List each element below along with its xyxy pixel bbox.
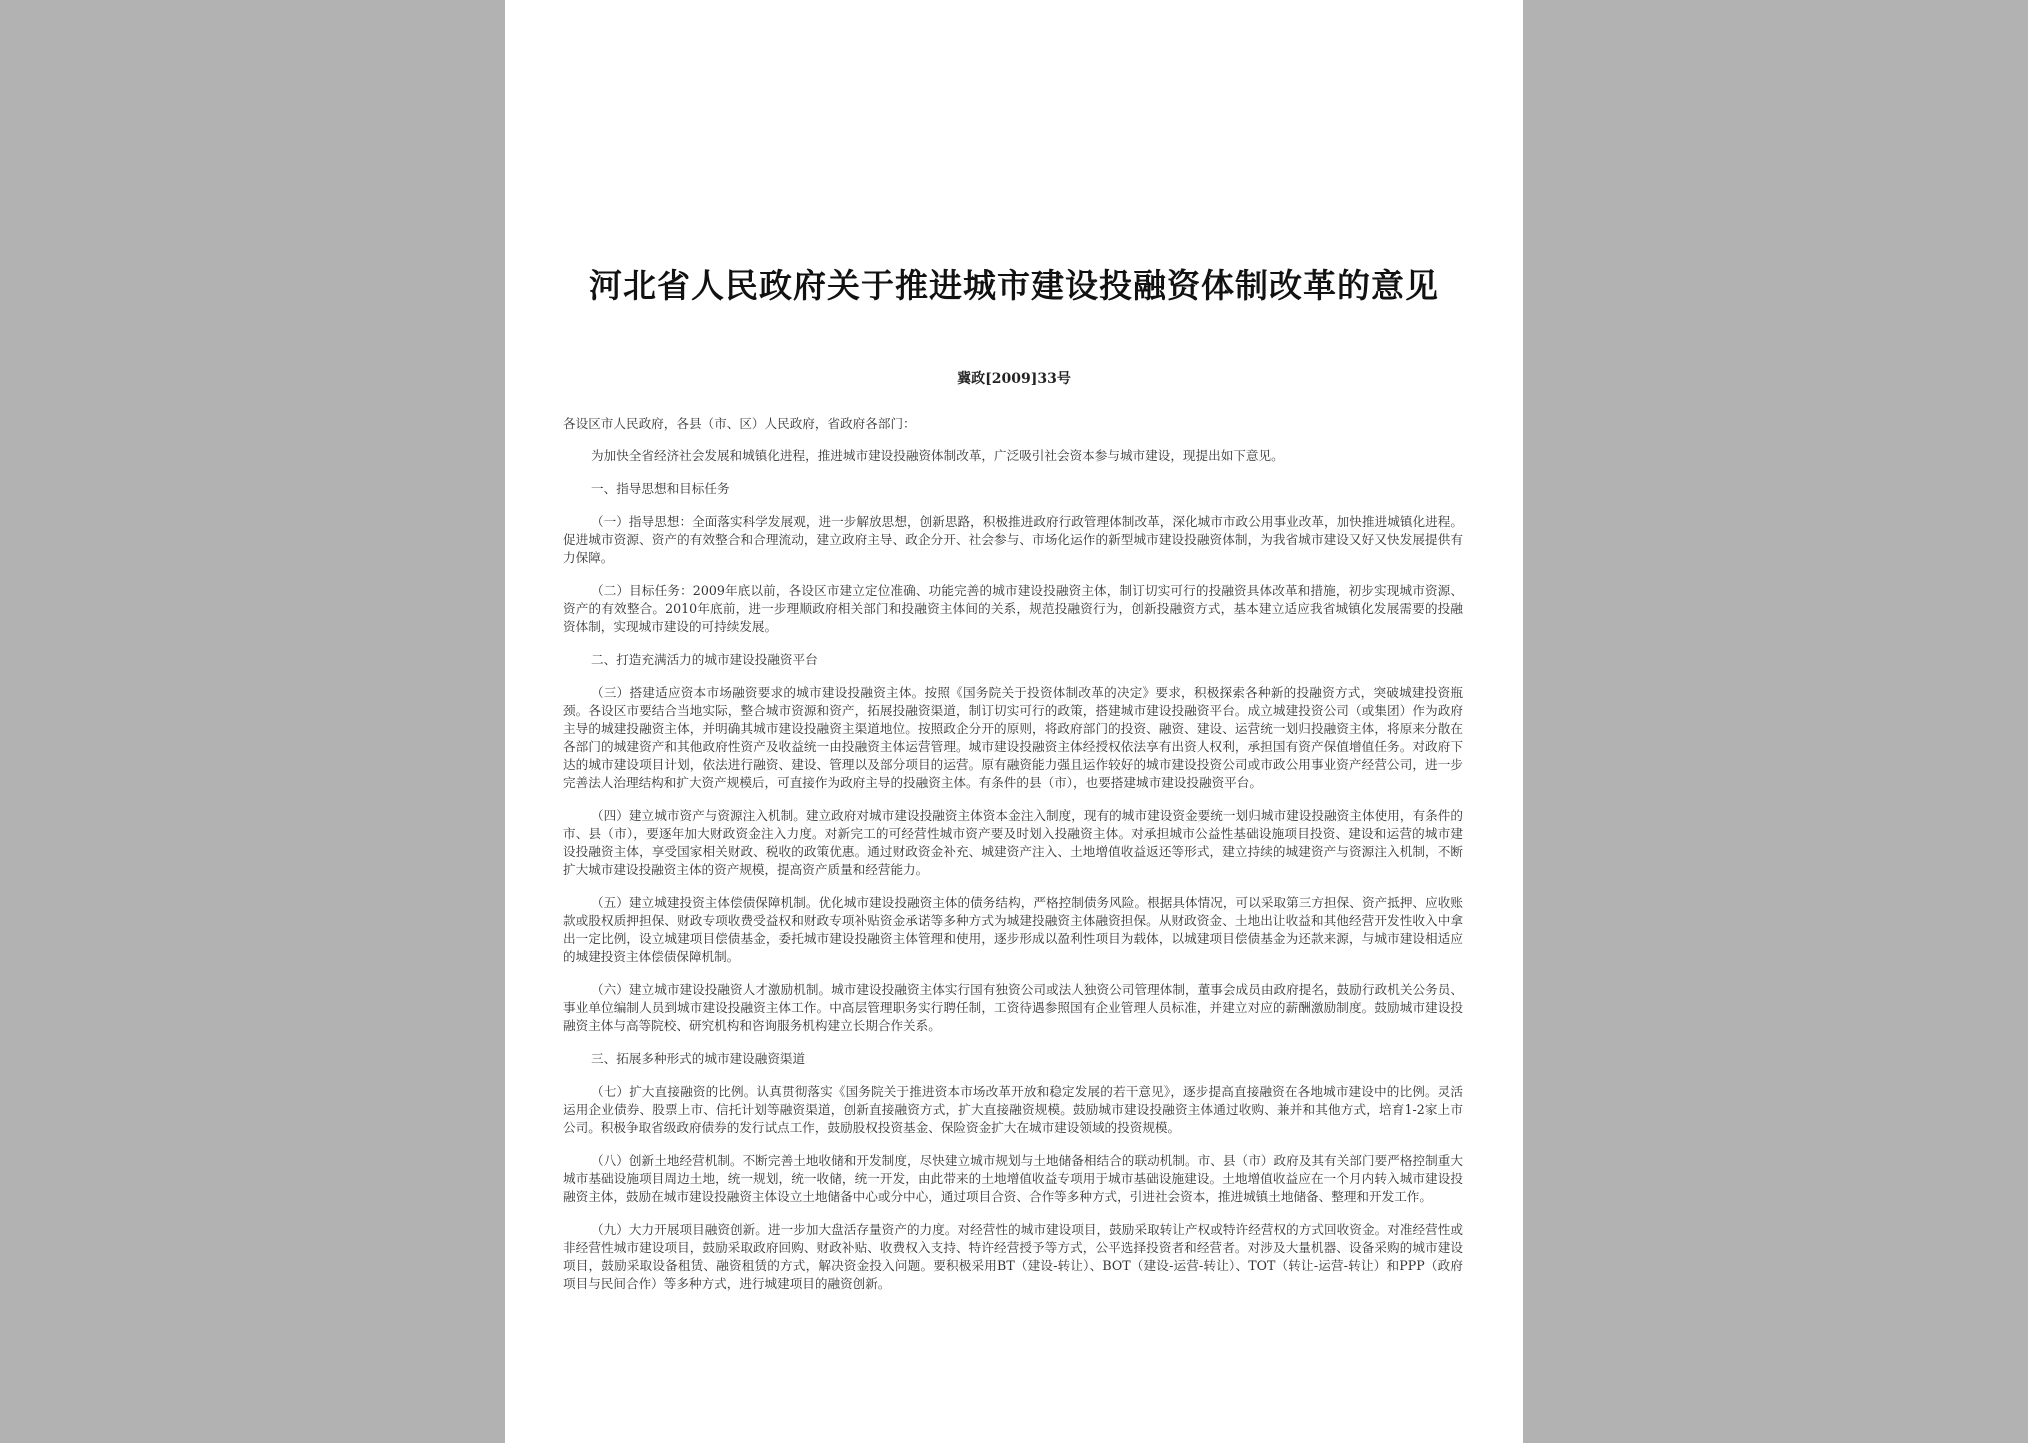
- paragraph: （六）建立城市建设投融资人才激励机制。城市建设投融资主体实行国有独资公司或法人独资公司管理体制，董事会成员由政府提名，鼓励行政机关公务员、事业单位编制人员到城市建设投融资主体工作。中高层管理职务实行聘任制，工资待遇参照国有企业管理人员标准，并建立对应的薪酬激励制度。鼓励城市建设投融资主体与高等院校、研究机构和咨询服务机构建立长期合作关系。: [563, 982, 1463, 1033]
- section-heading: 一、指导思想和目标任务: [591, 481, 730, 496]
- document-title: 河北省人民政府关于推进城市建设投融资体制改革的意见: [589, 266, 1439, 305]
- document-page: [505, 0, 1523, 1443]
- salutation: 各设区市人民政府，各县（市、区）人民政府，省政府各部门：: [563, 416, 916, 431]
- paragraph: （七）扩大直接融资的比例。认真贯彻落实《国务院关于推进资本市场改革开放和稳定发展的若干意见》，逐步提高直接融资在各地城市建设中的比例。灵活运用企业债券、股票上市、信托计划等融资渠道，创新直接融资方式，扩大直接融资规模。鼓励城市建设投融资主体通过收购、兼并和其他方式，培育1-2家上市公司。积极争取省级政府债券的发行试点工作，鼓励股权投资基金、保险资金扩大在城市建设领域的投资规模。: [563, 1084, 1463, 1135]
- paragraph: （一）指导思想：全面落实科学发展观，进一步解放思想，创新思路，积极推进政府行政管理体制改革，深化城市市政公用事业改革，加快推进城镇化进程。促进城市资源、资产的有效整合和合理流动，建立政府主导、政企分开、社会参与、市场化运作的新型城市建设投融资体制，为我省城市建设又好又快发展提供有力保障。: [563, 514, 1463, 565]
- paragraph: （九）大力开展项目融资创新。进一步加大盘活存量资产的力度。对经营性的城市建设项目，鼓励采取转让产权或特许经营权的方式回收资金。对准经营性或非经营性城市建设项目，鼓励采取政府回购、财政补贴、收费权入支持、特许经营授予等方式，公平选择投资者和经营者。对涉及大量机器、设备采购的城市建设项目，鼓励采取设备租赁、融资租赁的方式，解决资金投入问题。要积极采用BT（建设-转让）、BOT（建设-运营-转让）、TOT（转让-运营-转让）和PPP（政府项目与民间合作）等多种方式，进行城建项目的融资创新。: [563, 1222, 1463, 1291]
- paragraph: 为加快全省经济社会发展和城镇化进程，推进城市建设投融资体制改革，广泛吸引社会资本参与城市建设，现提出如下意见。: [591, 448, 1284, 463]
- document-number: 冀政[2009]33号: [957, 371, 1071, 387]
- paragraph: （二）目标任务：2009年底以前，各设区市建立定位准确、功能完善的城市建设投融资主体，制订切实可行的投融资具体改革和措施，初步实现城市资源、资产的有效整合。2010年底前，进一步理顺政府相关部门和投融资主体间的关系，规范投融资行为，创新投融资方式，基本建立适应我省城镇化发展需要的投融资体制，实现城市建设的可持续发展。: [563, 583, 1463, 634]
- document-body: [563, 415, 1463, 1308]
- paragraph: （八）创新土地经营机制。不断完善土地收储和开发制度，尽快建立城市规划与土地储备相结合的联动机制。市、县（市）政府及其有关部门要严格控制重大城市基础设施项目周边土地，统一规划，统一收储，统一开发，由此带来的土地增值收益专项用于城市基础设施建设。土地增值收益应在一个月内转入城市建设投融资主体，鼓励在城市建设投融资主体设立土地储备中心或分中心，通过项目合资、合作等多种方式，引进社会资本，推进城镇土地储备、整理和开发工作。: [563, 1153, 1463, 1204]
- paragraph: （五）建立城建投资主体偿债保障机制。优化城市建设投融资主体的债务结构，严格控制债务风险。根据具体情况，可以采取第三方担保、资产抵押、应收账款或股权质押担保、财政专项收费受益权和财政专项补贴资金承诺等多种方式为城建投融资主体融资担保。从财政资金、土地出让收益和其他经营开发性收入中拿出一定比例，设立城建项目偿债基金，委托城市建设投融资主体管理和使用，逐步形成以盈利性项目为载体，以城建项目偿债基金为还款来源，与城市建设相适应的城建投资主体偿债保障机制。: [563, 895, 1463, 964]
- paragraph: （四）建立城市资产与资源注入机制。建立政府对城市建设投融资主体资本金注入制度，现有的城市建设资金要统一划归城市建设投融资主体使用，有条件的市、县（市），要逐年加大财政资金注入力度。对新完工的可经营性城市资产要及时划入投融资主体。对承担城市公益性基础设施项目投资、建设和运营的城市建设投融资主体，享受国家相关财政、税收的政策优惠。通过财政资金补充、城建资产注入、土地增值收益返还等形式，建立持续的城建资产与资源注入机制，不断扩大城市建设投融资主体的资产规模，提高资产质量和经营能力。: [563, 808, 1463, 877]
- paragraph: （三）搭建适应资本市场融资要求的城市建设投融资主体。按照《国务院关于投资体制改革的决定》要求，积极探索各种新的投融资方式，突破城建投资瓶颈。各设区市要结合当地实际，整合城市资源和资产，拓展投融资渠道，制订切实可行的政策，搭建城市建设投融资平台。成立城建投资公司（或集团）作为政府主导的城建投融资主体，并明确其城市建设投融资主渠道地位。按照政企分开的原则，将政府部门的投资、融资、建设、运营统一划归投融资主体，将原来分散在各部门的城建资产和其他政府性资产及收益统一由投融资主体运营管理。城市建设投融资主体经授权依法享有出资人权利，承担国有资产保值增值任务。对政府下达的城市建设项目计划，依法进行融资、建设、管理以及部分项目的运营。原有融资能力强且运作较好的城市建设投资公司或市政公用事业资产经营公司，进一步完善法人治理结构和扩大资产规模后，可直接作为政府主导的投融资主体。有条件的县（市），也要搭建城市建设投融资平台。: [563, 685, 1463, 790]
- section-heading: 二、打造充满活力的城市建设投融资平台: [591, 652, 818, 667]
- section-heading: 三、拓展多种形式的城市建设融资渠道: [591, 1051, 806, 1066]
